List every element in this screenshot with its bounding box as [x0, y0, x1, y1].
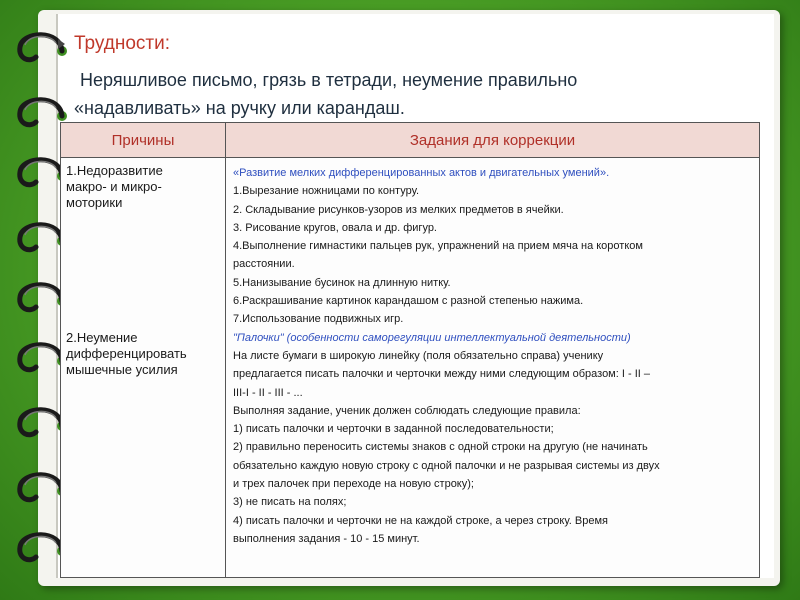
cause-1-line: макро- и микро- — [66, 179, 162, 194]
binding-ring — [20, 285, 62, 310]
cause-2 — [62, 326, 224, 382]
task-line: предлагается писать палочки и черточки между ними следующим образом: I - II – — [233, 368, 650, 381]
binding-ring — [20, 475, 62, 500]
task-line: Выполняя задание, ученик должен соблюдать следующие правила: — [233, 404, 581, 417]
task-line: 2. Складывание рисунков-узоров из мелких предметов в ячейки. — [233, 203, 564, 216]
task-line: 7.Использование подвижных игр. — [233, 313, 404, 326]
tasks-cell — [226, 158, 760, 578]
task-line: 6.Раскрашивание картинок карандашом с разной степенью нажима. — [233, 295, 584, 308]
binding-ring — [20, 410, 62, 435]
cause-1-line: моторики — [66, 195, 123, 210]
task-line: 3. Рисование кругов, овала и др. фигур. — [233, 221, 437, 234]
intro-line-2: «надавливать» на ручку или карандаш. — [74, 98, 405, 118]
binding-ring — [20, 345, 62, 370]
task-line: выполнения задания - 10 - 15 минут. — [233, 532, 420, 545]
binding-ring — [20, 160, 62, 185]
intro-text — [74, 66, 754, 122]
task-line: 4) писать палочки и черточки не на каждой строке, а через строку. Время — [233, 514, 608, 527]
tasks-list — [227, 159, 758, 553]
task-line: III-I - II - III - ... — [233, 386, 303, 399]
cause-1-line: 1.Недоразвитие — [66, 163, 163, 178]
binding-ring — [20, 35, 62, 60]
binding-ring — [20, 100, 62, 125]
header-causes: Причины — [61, 123, 226, 158]
binding-ring — [20, 225, 62, 250]
correction-table — [60, 122, 760, 578]
cause-2-line: дифференцировать — [66, 346, 187, 361]
intro-line-1: Неряшливое письмо, грязь в тетради, неумение правильно — [80, 70, 578, 90]
task-line: и трех палочек при переходе на новую строку); — [233, 478, 474, 491]
bullet-icon — [58, 39, 65, 49]
cause-2-line: мышечные усилия — [66, 362, 178, 377]
cause-1 — [62, 159, 224, 215]
task-line: обязательно каждую новую строку с одной палочки и не разрывая системы из двух — [233, 459, 660, 472]
task-line: На листе бумаги в широкую линейку (поля обязательно справа) ученику — [233, 349, 604, 362]
task-line: 1.Вырезание ножницами по контуру. — [233, 185, 420, 198]
task-line: 5.Нанизывание бусинок на длинную нитку. — [233, 276, 451, 289]
task-line: расстоянии. — [233, 258, 295, 271]
header-tasks: Задания для коррекции — [226, 123, 760, 158]
task-line: 1) писать палочки и черточки в заданной последовательности; — [233, 423, 554, 436]
causes-cell — [61, 158, 226, 578]
binding-ring — [20, 535, 62, 560]
task-line: «Развитие мелких дифференцированных актов и двигательных умений». — [233, 167, 610, 179]
task-line: "Палочки" (особенности саморегуляции интеллектуальной деятельности) — [233, 331, 631, 344]
heading: Трудности: — [74, 33, 171, 54]
task-line: 2) правильно переносить системы знаков с одной строки на другую (не начинать — [233, 441, 648, 454]
cause-2-line: 2.Неумение — [66, 330, 138, 345]
task-line: 3) не писать на полях; — [233, 496, 347, 509]
task-line: 4.Выполнение гимнастики пальцев рук, упражнений на прием мяча на коротком — [233, 240, 643, 253]
